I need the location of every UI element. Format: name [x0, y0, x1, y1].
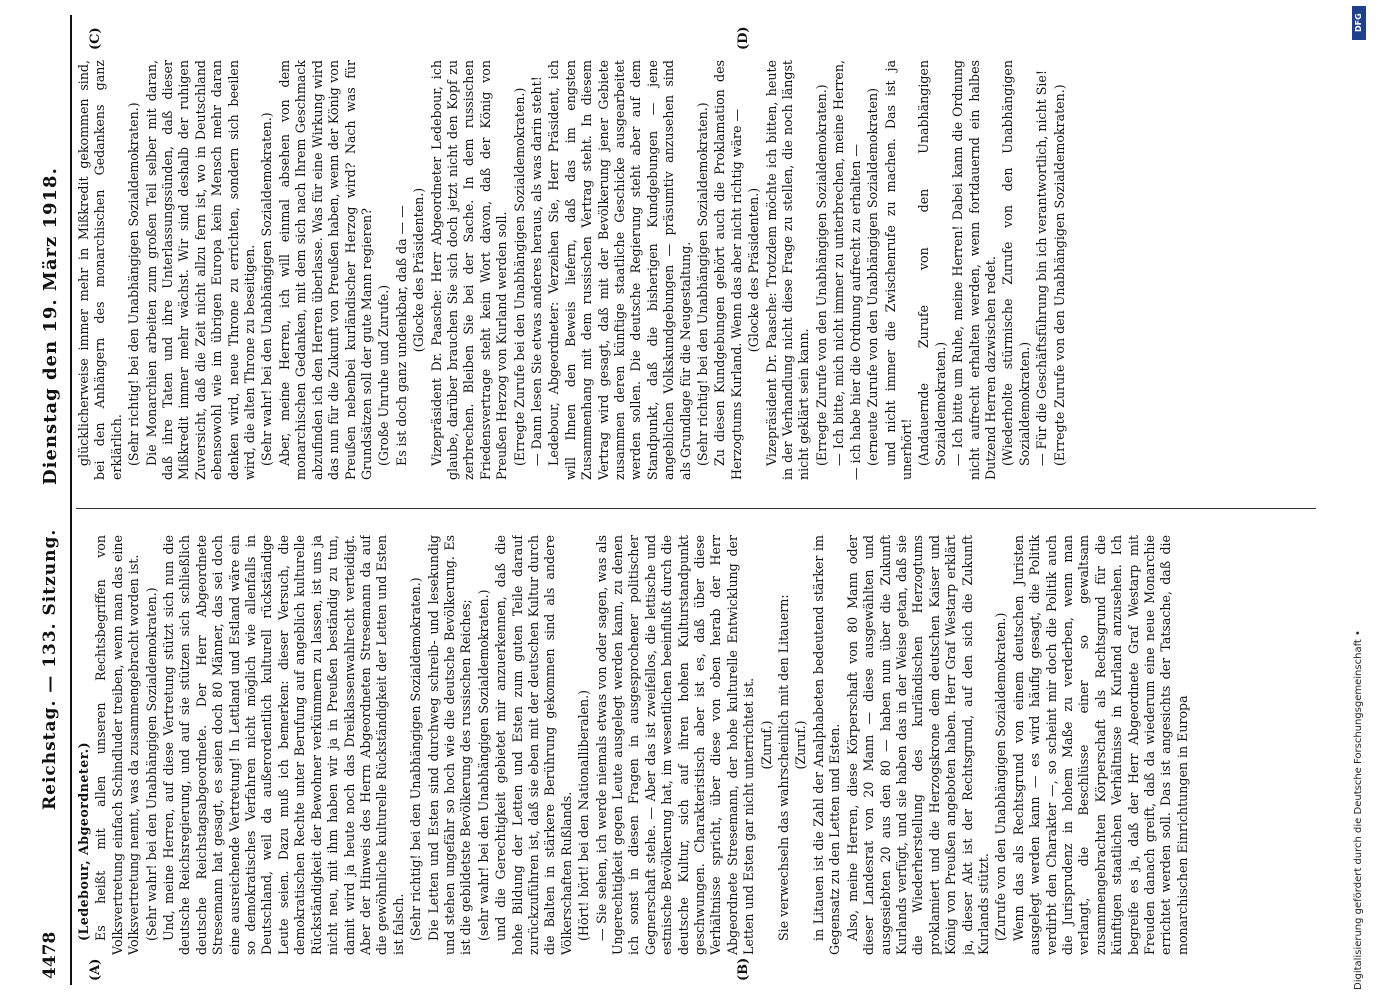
paragraph: Die Letten und Esten sind durchweg schreib- und lesekundig und stehen ungefähr so hoch wie die deutsche Bevölkerung. Es ist die gebildetste Bevölkerung des russischen Reiches;: [425, 535, 474, 955]
paragraph: in Litauen ist die Zahl der Analphabeten bedeutend stärker im Gegensatz zu den Letten und Esten.: [810, 535, 843, 955]
interjection: (Sehr richtig! bei den Unabhängigen Sozialdemokraten.): [408, 577, 424, 941]
interjection: (sehr wahr! bei den Unabhängigen Sozialdemokraten.): [475, 589, 491, 941]
paragraph: — Für die Geschäftsführung bin ich verantwortlich, nicht Sie!: [1034, 70, 1050, 466]
paragraph: Es heißt mit allen unseren Rechtsbegriffen von Volksvertretung einfach Schindluder treiben, wenn man das eine Volksvertretung nennt, was da zusammengebracht worden ist.: [93, 535, 142, 955]
paragraph: Wenn das als Rechtsgrund von einem deutschen Juristen ausgelegt werden kann — es wird häufig gesagt, die Politik verdirbt den Charakter —, so scheint mir doch die Politik auch die Jurisprudenz in hohem Maße zu verderben, wenn man verlangt, die Beschlüsse einer so gewaltsam zusammengebrachten Körperschaft als Rechtsgrund für die künftigen staatlichen Verhältnisse in Kurland anzusehen. Ich begreife es ja, daß der Herr Abgeordnete Graf Westarp mit Freuden danach greift, daß da wiederum eine neue Monarchie errichtet werden soll. Das ist angesichts der Tatsache, daß die monarchischen Einrichtungen in Europa: [1010, 535, 1190, 955]
interjection: (Andauernde Zurufe von den Unabhängigen Sozialdemokraten.): [916, 60, 948, 466]
interjection: (Glocke des Präsidenten.): [411, 187, 427, 353]
left-column: [76, 535, 1316, 955]
page-number: 4478: [40, 931, 60, 979]
interjection: (Glocke des Präsidenten.): [746, 187, 762, 353]
speaker-line: (Ledebour, Abgeordneter.): [76, 741, 91, 941]
paragraph: Aber, meine Herren, ich will einmal absehen von dem monarchischen Gedanken, mit dem sich nach Ihrem Geschmack abzufinden ich den Herren überlasse. Was für eine Wirkung wird das nun für die Zukunft von Preußen haben, wenn der König von Preußen nebenbei kurländischer Herzog wird? Nach was für Grundsätzen soll der gute Mann regieren?: [276, 60, 374, 480]
paragraph: und nicht immer die Zwischenrufe zu machen. Das ist ja unerhört!: [882, 60, 914, 480]
paragraph: Es ist doch ganz undenkbar, daß da — —: [393, 205, 409, 466]
paragraph: Vizepräsident Dr. Paasche: Herr Abgeordneter Ledebour, ich glaube, darüber brauchen Sie sich doch jetzt nicht den Kopf zu zerbrechen. Bleiben Sie bei der Sache. In dem russischen Friedensvertrage steht kein Wort davon, daß der König von Preußen Herzog von Kurland werden soll.: [428, 60, 510, 480]
interjection: (Hört! hört! bei den Nationalliberalen.): [576, 689, 592, 941]
paragraph: Vizepräsident Dr. Paasche: Trotzdem möchte ich bitten, heute in der Verhandlung nicht diese Frage zu stellen, die noch längst nicht geklärt sein kann.: [763, 60, 812, 480]
interjection: (Sehr wahr! bei den Unabhängigen Sozialdemokraten.): [259, 112, 275, 466]
dfg-logo: DFG: [1352, 6, 1366, 40]
paragraph: und die Gerechtigkeit gebietet mir anzuerkennen, daß die hohe Bildung der Letten und Esten zum guten Teile darauf zurückzuführen ist, daß sie eben mit der deutschen Kultur durch die Balten in stärkere Berührung gekommen sind als andere Völkerschaften Rußlands.: [493, 535, 574, 955]
page-header: [36, 15, 72, 985]
interjection: (Zurufe von den Unabhängigen Sozialdemokraten.): [993, 612, 1009, 941]
interjection: (Erregte Zurufe bei den Unabhängigen Sozialdemokraten.): [511, 87, 527, 466]
rotated-page-content: [36, 15, 1326, 985]
running-title: Reichstag. — 133. Sitzung.: [40, 528, 60, 810]
interjection: (Wiederholte stürmische Zurufe von den Unabhängigen Sozialdemokraten.): [1000, 60, 1032, 466]
interjection: (Sehr wahr! bei den Unabhängigen Sozialdemokraten.): [143, 587, 159, 941]
margin-label-d: (D): [736, 26, 751, 50]
paragraph: Und, meine Herren, auf diese Vertretung stützt sich nun die deutsche Reichsregierung, und auf sie stützen sich schließlich deutsche Reichstagsabgeordnete. Der Herr Abgeordnete Stresemann hat gesagt, es seien doch 80 Männer, das sei doch eine ausreichende Vertretung! In Lettland und Estland wäre ein so demokratisches Verfahren nicht möglich wie allenfalls in Deutschland, weil da außerordentlich kulturell rückständige Leute seien. Dazu muß ich bemerken: dieser Versuch, die demokratischen Rechte unter Berufung auf angeblich kulturelle Rückständigkeit der Bewohner verkümmern zu lassen, ist uns ja nicht neu, mit ihm haben wir ja in Preußen beständig zu tun, damit wird ja heute noch das Dreiklassenwahlrecht verteidigt. Aber der Hinweis des Herrn Abgeordneten Stresemann da auf die gewöhnliche kulturelle Rückständigkeit der Letten und Esten ist falsch.: [161, 535, 406, 955]
margin-label-b: (B): [736, 957, 751, 981]
paragraph: Sie verwechseln das wahrscheinlich mit den Litauern:: [776, 594, 792, 941]
digitization-credit: [1350, 10, 1368, 990]
paragraph: Zu diesen Kundgebungen gehört auch die Proklamation des Herzogtums Kurland. Wenn das aber nicht richtig wäre —: [712, 60, 744, 480]
interjection: (Erregte Zurufe von den Unabhängigen Sozialdemokraten.): [1051, 84, 1067, 466]
paragraph: glücklicherweise immer mehr in Mißkredit gekommen sind, bei den Anhängern des monarchischen Gedankens ganz erklärlich.: [76, 60, 124, 480]
interjection: (Sehr richtig! bei den Unabhängigen Sozialdemokraten.): [126, 102, 142, 466]
paragraph: — Dann lesen Sie etwas anderes heraus, als was darin steht!: [528, 76, 544, 466]
session-date: Dienstag den 19. März 1918.: [40, 167, 61, 485]
column-divider: [76, 508, 1316, 509]
interjection: (Zuruf.): [758, 720, 774, 770]
paragraph: Ledebour, Abgeordneter: Verzeihen Sie, Herr Präsident, ich will Ihnen den Beweis liefern, daß das im engsten Zusammenhang mit dem russischen Vertrag steht. In diesem Vertrag wird gesagt, daß mit der Bevölkerung jener Gebiete zusammen deren künftige staatliche Geschicke ausgearbeitet werden sollen. Die deutsche Regierung steht aber auf dem Standpunkt, daß die bisherigen Kundgebungen — jene angeblichen Volkskundgebungen — präsumtiv anzusehen sind als Grundlage für die Neugestaltung.: [546, 60, 693, 480]
paragraph: — Sie sehen, ich werde niemals etwas von oder sagen, was als Ungerechtigkeit gegen Leute ausgelegt werden kann, zu denen ich sonst in diesen Fragen in ausgesprochener politischer Gegnerschaft stehe. — Aber das ist zweifellos, die lettische und estnische Bevölkerung hat, im wesentlichen beeinflußt durch die deutsche Kultur, sich auf ihren hohen Kulturstandpunkt geschwungen. Charakteristisch aber ist es, daß über diese Verhältnisse spricht, über diese von oben herab der Herr Abgeordnete Stresemann, der hohe kulturelle Entwicklung der Letten und Esten gar nicht unterrichtet ist.: [593, 535, 757, 955]
interjection: (Sehr richtig! bei den Unabhängigen Sozialdemokraten.): [695, 102, 711, 466]
credit-text: Digitalisierung gefördert durch die Deutsche Forschungsgemeinschaft •: [1353, 630, 1364, 990]
interjection: (Erregte Zurufe von den Unabhängigen Sozialdemokraten.): [813, 84, 829, 466]
paragraph: Also, meine Herren, diese Körperschaft von 80 Mann oder dieser Landesrat von 20 Mann — diese ausgewählten und ausgesiebten 20 aus den 80 — haben nun über die Zukunft Kurlands verfügt, und sie haben das in der Weise getan, daß sie die Wiederherstellung des kurländischen Herzogtums proklamiert und die Herzogskrone dem deutschen Kaiser und König von Preußen angeboten haben. Herr Graf Westarp erklärt ja, dieser Akt ist der Rechtsgrund, auf den sich die Zukunft Kurlands stützt.: [844, 535, 991, 955]
interjection: (erneute Zurufe von den Unabhängigen Sozialdemokraten): [865, 87, 881, 466]
interjection: (Große Unruhe und Zurufe.): [376, 284, 392, 466]
right-column: [76, 60, 1316, 480]
paragraph: Die Monarchien arbeiten zum großen Teil selber mit daran, daß ihre Taten und ihre Unterlassungssünden, daß dieser Mißkredit immer mehr wächst. Wir sind deshalb der ruhigen Zuversicht, daß die Zeit nicht allzu fern ist, wo in Deutschland ebensowohl wie im übrigen Europa kein Mensch mehr daran denken wird, neue Throne zu errichten, sondern sich beeilen wird, die alten Throne zu beseitigen.: [143, 60, 258, 480]
interjection: (Zuruf.): [793, 720, 809, 770]
margin-label-a: (A): [88, 958, 103, 981]
paragraph: — Ich bitte, mich nicht immer zu unterbrechen, meine Herren, — ich habe hier die Ordnung aufrecht zu erhalten —: [831, 60, 863, 480]
margin-label-c: (C): [88, 27, 103, 50]
paragraph: — Ich bitte um Ruhe, meine Herren! Dabei kann die Ordnung nicht aufrecht erhalten werden, wenn fortdauernd ein halbes Dutzend Herren dazwischen redet.: [950, 60, 998, 480]
